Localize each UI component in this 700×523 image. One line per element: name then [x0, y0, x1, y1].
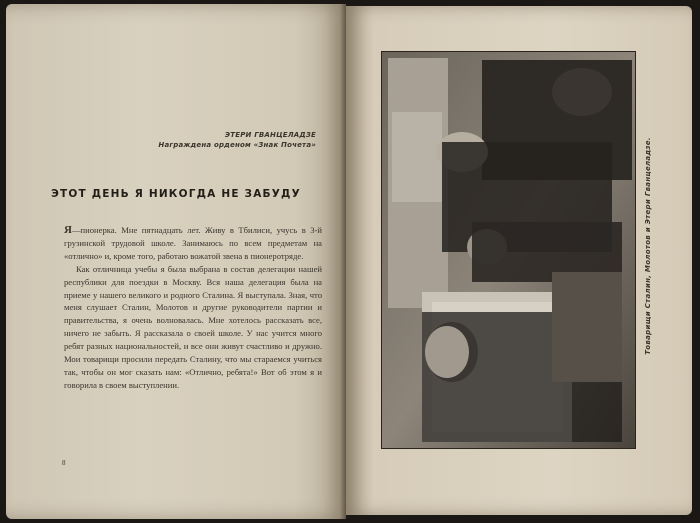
paragraph-1 — [64, 224, 322, 263]
photograph-image — [382, 52, 635, 448]
article-title: ЭТОТ ДЕНЬ Я НИКОГДА НЕ ЗАБУДУ — [51, 188, 301, 200]
left-page — [6, 4, 346, 519]
photograph — [382, 52, 635, 448]
photo-caption — [636, 76, 660, 416]
article-body — [64, 224, 322, 392]
author-award: Награждена орденом «Знак Почета» — [158, 141, 316, 149]
drop-lead: Я — [64, 224, 72, 236]
paragraph-1-text: —пионерка. Мне пятнадцать лет. Живу в Тбилиси, учусь в 3-й грузинской трудовой школе. Занимаюсь по всем предметам на «отлично» и, кроме того, работаю вожатой звена в пионеротряде. — [64, 225, 322, 261]
author-block — [158, 130, 316, 150]
page-number: 8 — [62, 459, 66, 467]
right-page — [346, 6, 692, 515]
author-name: ЭТЕРИ ГВАНЦЕЛАДЗЕ — [224, 131, 316, 139]
photo-caption-text: Товарищи Сталин, Молотов и Этери Гванцеладзе. — [644, 137, 652, 355]
paragraph-2: Как отличница учебы я была выбрана в состав делегации нашей республики для поездки в Москву. Вся наша делегация была на приеме у нашего великого и родного Сталина. Я выступала. Зная, что меня слушает Сталин, Молотов и другие руководители партии и правительства, я очень волновалась. Мне хотелось рассказать все, ничего не забыть. Я рассказала о своей школе. У нас учится много ребят разных национальностей, и все они живут счастливо и дружно. Мои товарищи просили передать Сталину, что мы стараемся учиться так, чтобы он мог сказать нам: «Отлично, ребята!» Вот об этом я и говорила в своем выступлении. — [64, 263, 322, 390]
